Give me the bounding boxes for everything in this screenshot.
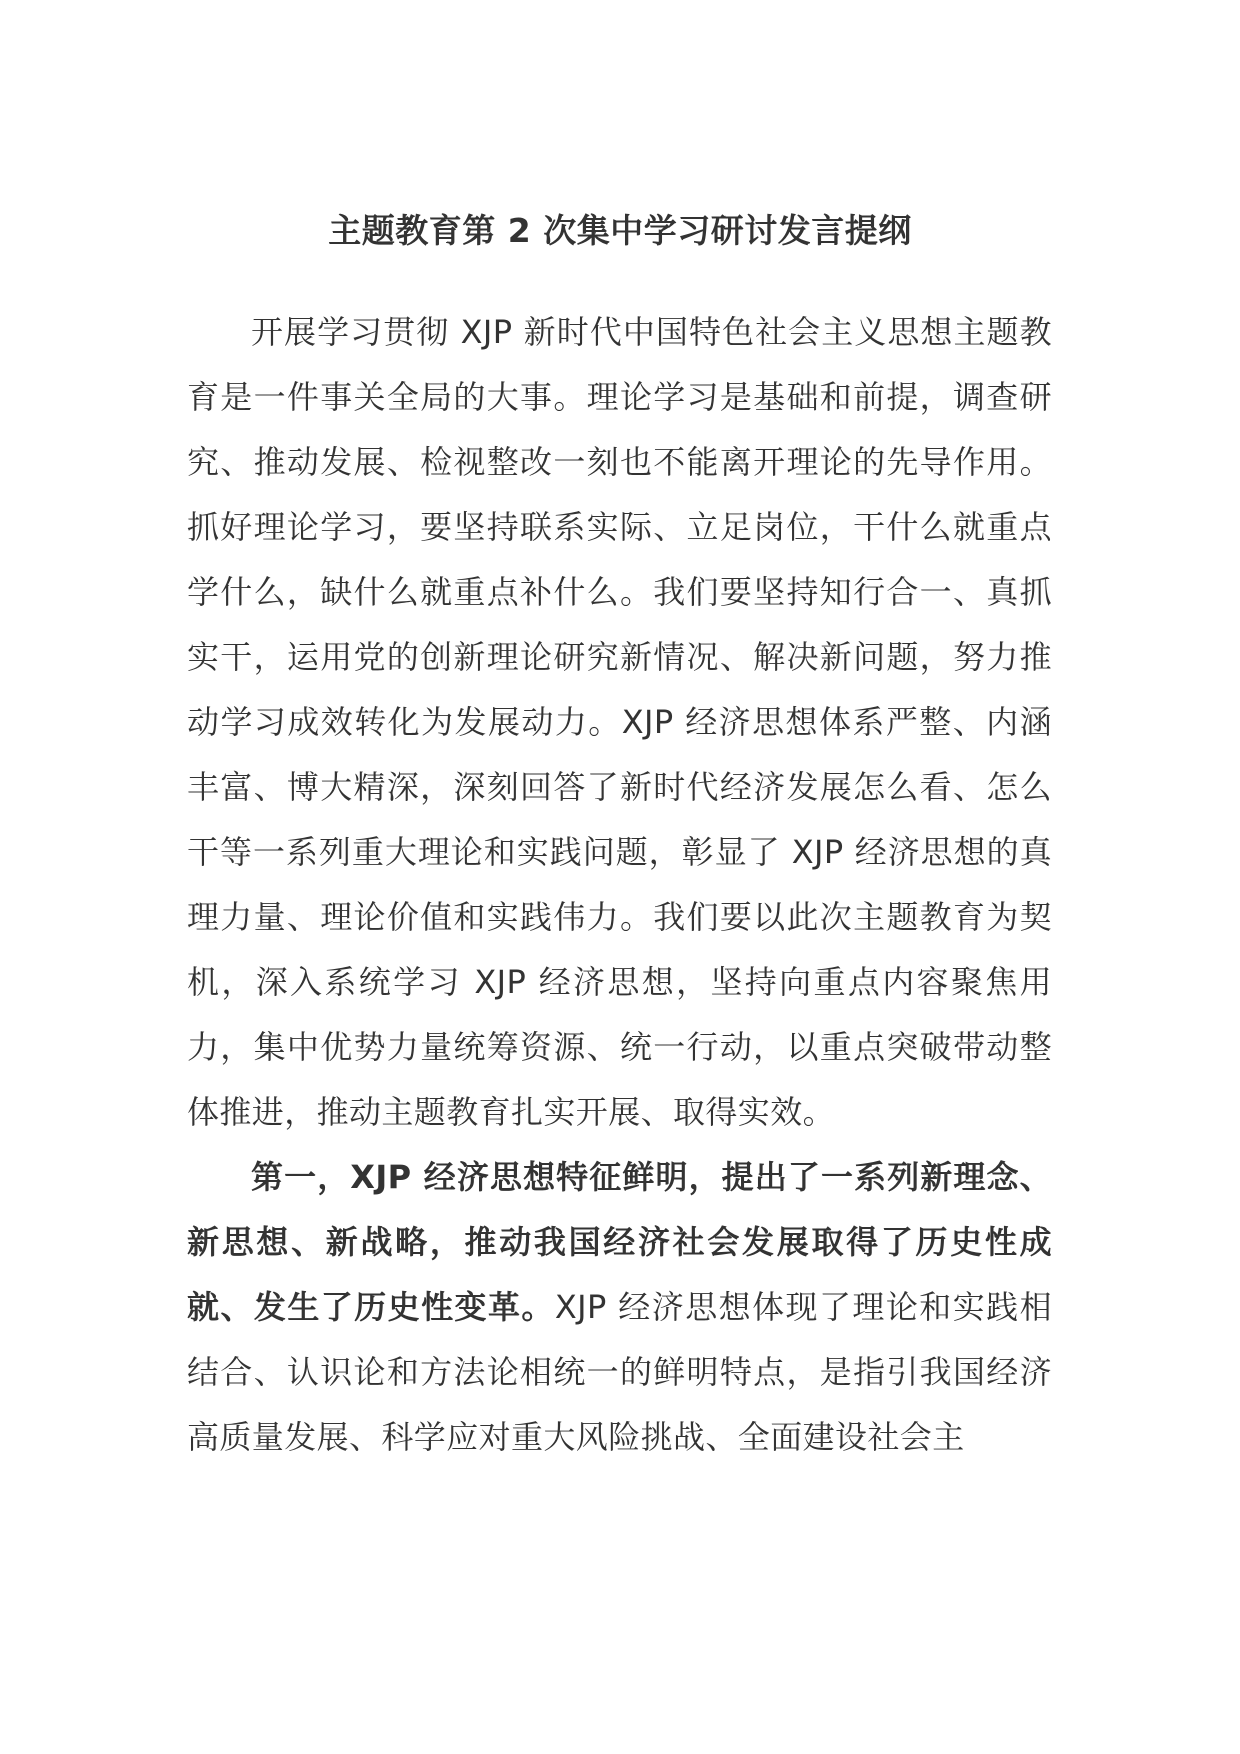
paragraph-text: 开展学习贯彻 XJP 新时代中国特色社会主义思想主题教育是一件事关全局的大事。理论学习是基础和前提，调查研究、推动发展、检视整改一刻也不能离开理论的先导作用。抓好理论学习，要坚持联系实际、立足岗位，干什么就重点学什么，缺什么就重点补什么。我们要坚持知行合一、真抓实干，运用党的创新理论研究新情况、解决新问题，努力推动学习成效转化为发展动力。XJP 经济思想体系严整、内涵丰富、博大精深，深刻回答了新时代经济发展怎么看、怎么干等一系列重大理论和实践问题，彰显了 XJP 经济思想的真理力量、理论价值和实践伟力。我们要以此次主题教育为契机，深入系统学习 XJP 经济思想，坚持向重点内容聚焦用力，集中优势力量统筹资源、统一行动，以重点突破带动整体推进，推动主题教育扎实开展、取得实效。 [187, 313, 1052, 1131]
paragraph-intro [187, 300, 1052, 1145]
document-title: 主题教育第 2 次集中学习研讨发言提纲 [328, 211, 912, 250]
paragraph-first-point [187, 1145, 1052, 1470]
paragraph-lead-bold: 第一，XJP 经济思想特征鲜明，提出了一系列新理念、新思想、新战略，推动我国经济社会发展取得了历史性成就、发生了历史性变革。 [187, 1158, 1052, 1326]
document-body [187, 300, 1052, 1470]
paragraph-text: XJP 经济思想体现了理论和实践相结合、认识论和方法论相统一的鲜明特点，是指引我国经济高质量发展、科学应对重大风险挑战、全面建设社会主 [187, 1288, 1052, 1456]
